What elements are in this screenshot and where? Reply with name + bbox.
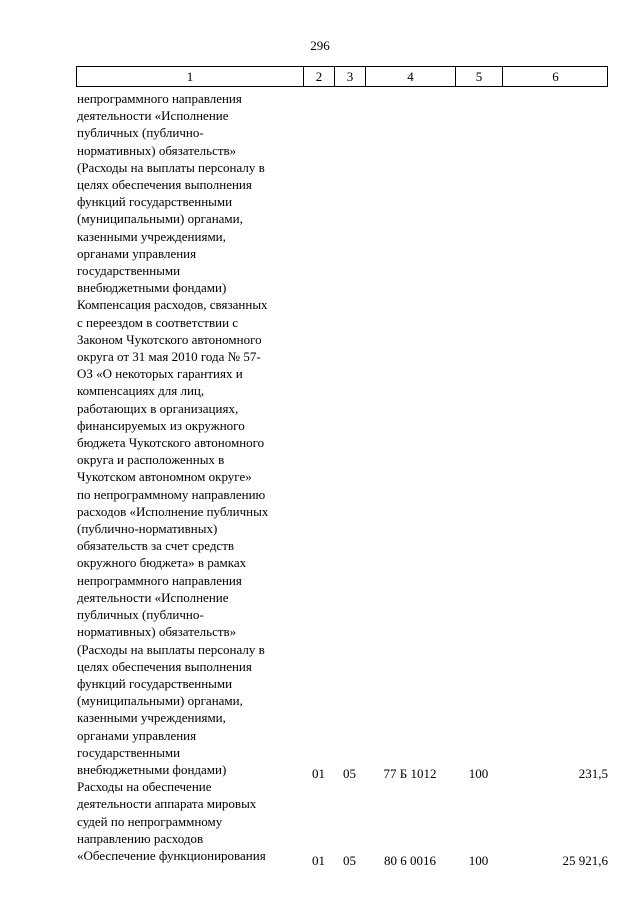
description-line: расходов «Исполнение публичных [77, 503, 269, 519]
subsection-code: 05 [343, 766, 356, 781]
description-line: округа от 31 мая 2010 года № 57- [77, 349, 261, 365]
table-row [0, 852, 640, 869]
description-line: «Обеспечение функционирования [77, 847, 266, 863]
description-line: непрограммного направления [77, 572, 242, 588]
expense-type-code: 100 [468, 853, 489, 868]
description-line: Законом Чукотского автономного [77, 331, 262, 347]
section-code: 01 [312, 853, 325, 868]
description-line: целях обеспечения выполнения [77, 658, 252, 674]
table-header [76, 66, 608, 87]
description-line: Расходы на обеспечение [77, 779, 212, 795]
description-line: казенными учреждениями, [77, 228, 226, 244]
amount-value: 25 921,6 [562, 853, 608, 868]
description-line: (муниципальными) органами, [77, 693, 243, 709]
header-col-2: 2 [304, 67, 335, 86]
expense-type-code: 100 [468, 766, 489, 781]
header-col-5: 5 [456, 67, 503, 86]
subsection-code: 05 [343, 853, 356, 868]
description-line: ОЗ «О некоторых гарантиях и [77, 366, 243, 382]
description-line: деятельности «Исполнение [77, 108, 229, 124]
description-line: (публично-нормативных) [77, 521, 218, 537]
amount-value: 231,5 [578, 766, 608, 781]
description-line: публичных (публично- [77, 607, 204, 623]
description-line: внебюджетными фондами) [77, 280, 227, 296]
description-line: публичных (публично- [77, 125, 204, 141]
description-line: окружного бюджета» в рамках [77, 555, 247, 571]
description-line: деятельности «Исполнение [77, 589, 229, 605]
description-line: компенсациях для лиц, [77, 383, 205, 399]
description-line: обязательств за счет средств [77, 538, 235, 554]
description-column [77, 90, 305, 864]
description-line: казенными учреждениями, [77, 710, 226, 726]
target-article-code: 80 6 0016 [384, 853, 436, 868]
table-row [0, 765, 640, 782]
description-line: органами управления [77, 245, 197, 261]
description-line: бюджета Чукотского автономного [77, 435, 265, 451]
description-line: целях обеспечения выполнения [77, 177, 252, 193]
header-col-4: 4 [366, 67, 456, 86]
description-line: Компенсация расходов, связанных [77, 297, 268, 313]
description-line: внебюджетными фондами) [77, 761, 227, 777]
target-article-code: 77 Б 1012 [383, 766, 437, 781]
description-line: органами управления [77, 727, 197, 743]
header-col-1: 1 [77, 67, 304, 86]
description-line: нормативных) обязательств» [77, 624, 237, 640]
description-line: функций государственными [77, 194, 233, 210]
description-line: судей по непрограммному [77, 813, 223, 829]
header-col-6: 6 [552, 69, 559, 84]
description-line: нормативных) обязательств» [77, 142, 237, 158]
description-line: работающих в организациях, [77, 400, 239, 416]
description-line: с переездом в соответствии с [77, 314, 239, 330]
description-line: направлению расходов [77, 830, 204, 846]
description-line: государственными [77, 744, 181, 760]
description-line: государственными [77, 263, 181, 279]
description-line: (Расходы на выплаты персоналу в [77, 159, 265, 175]
section-code: 01 [312, 766, 325, 781]
description-line: деятельности аппарата мировых [77, 796, 257, 812]
description-line: округа и расположенных в [77, 452, 225, 468]
header-col-3: 3 [335, 67, 366, 86]
description-line: Чукотском автономном округе» [77, 469, 252, 485]
description-line: (муниципальными) органами, [77, 211, 243, 227]
description-line: (Расходы на выплаты персоналу в [77, 641, 265, 657]
description-line: по непрограммному направлению [77, 486, 266, 502]
description-line: функций государственными [77, 675, 233, 691]
page-number: 296 [310, 38, 330, 53]
description-line: финансируемых из окружного [77, 417, 245, 433]
description-line: непрограммного направления [77, 91, 242, 106]
